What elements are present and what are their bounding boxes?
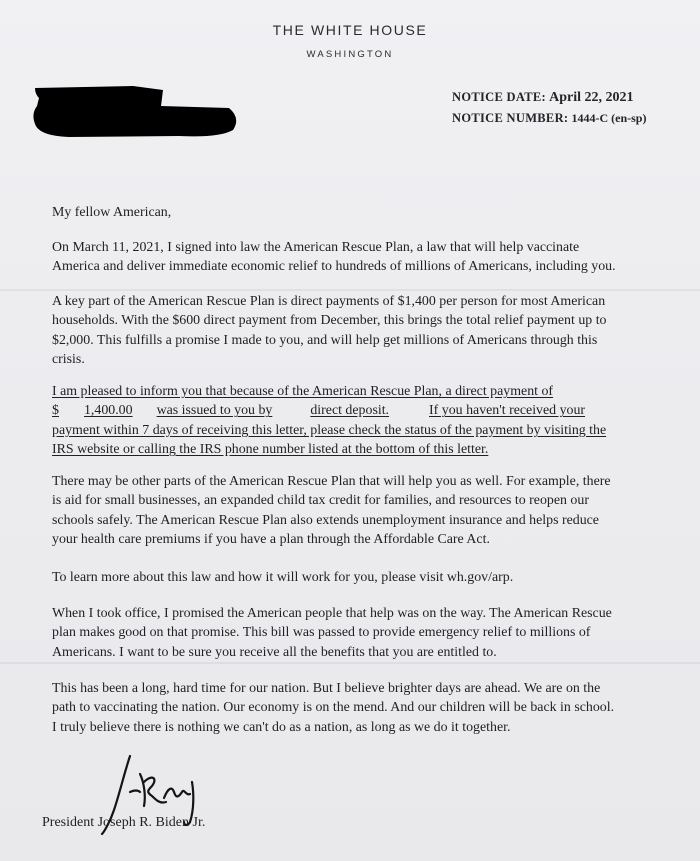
redaction-block [29,84,241,138]
notice-date-value: April 22, 2021 [549,90,634,105]
payment-method: direct deposit. [310,403,390,419]
paragraph-line: Americans. I want to be sure you receive all the benefits that you are entitled to. [52,644,497,660]
notice-number-label: NOTICE NUMBER: [452,111,569,125]
payment-line-4: IRS website or calling the IRS phone number listed at the bottom of this letter. [52,442,489,458]
notice-number-value: 1444-C (en-sp) [571,111,647,125]
paragraph-line: your health care premiums if you have a plan through the Affordable Care Act. [52,532,490,548]
notice-number-row [452,108,646,128]
letterhead-title: THE WHITE HOUSE [272,22,428,38]
paragraph-line: schools safely. The American Rescue Plan also extends unemployment insurance and helps reduce [52,512,599,528]
greeting-text: My fellow American, [52,205,172,220]
paragraph-6 [52,604,662,662]
paragraph-line: plan makes good on that promise. This bill was passed to provide emergency relief to millions of [52,625,591,641]
payment-amount: 1,400.00 [83,403,133,419]
paragraph-line: There may be other parts of the American Rescue Plan that will help you as well. For example, there [52,474,611,489]
paragraph-4 [52,472,662,550]
paper-fold-line [0,662,700,664]
paragraph-line: This has been a long, hard time for our nation. But I believe brighter days are ahead. We are on the [52,681,601,696]
paragraph-line: To learn more about this law and how it will work for you, please visit wh.gov/arp. [52,570,514,585]
paragraph-line: I truly believe there is nothing we can't do as a nation, as long as we do it together. [52,719,511,735]
notice-date-row [452,87,646,108]
payment-paragraph [52,382,662,460]
paragraph-line: households. With the $600 direct payment from December, this brings the total relief payment up to [52,313,607,329]
payment-line-2-tail: If you haven't received your [429,403,586,419]
signature-caption: President Joseph R. Biden Jr. [42,815,206,830]
greeting [52,203,662,222]
paragraph-1 [52,238,662,277]
payment-issued-text: was issued to you by [156,403,273,419]
paragraph-line: When I took office, I promised the American people that help was on the way. The American Rescue [52,606,612,621]
paragraph-line: $2,000. This fulfills a promise I made to you, and will help get millions of Americans through this [52,332,598,348]
paragraph-2 [52,292,662,370]
paragraph-line: On March 11, 2021, I signed into law the American Rescue Plan, a law that will help vaccinate [52,240,580,255]
paper-fold-line [0,289,700,291]
paragraph-7 [52,679,662,737]
payment-line-2 [52,401,662,420]
paragraph-line: A key part of the American Rescue Plan is direct payments of $1,400 per person for most American [52,294,606,309]
paragraph-line: path to vaccinating the nation. Our economy is on the mend. And our children will be back in school. [52,700,615,716]
paragraph-line: is aid for small businesses, an expanded child tax credit for families, and resources to reopen our [52,493,589,509]
paragraph-5 [52,568,662,587]
payment-currency: $ [52,403,59,419]
paragraph-line: crisis. [52,352,85,368]
payment-line-3: payment within 7 days of receiving this letter, please check the status of the payment by visiting the [52,422,607,438]
notice-block [452,87,646,128]
letterhead-subtitle: WASHINGTON [306,49,394,60]
payment-line-1: I am pleased to inform you that because of the American Rescue Plan, a direct payment of [52,384,554,399]
notice-date-label: NOTICE DATE: [452,90,547,104]
paragraph-line: America and deliver immediate economic relief to hundreds of millions of Americans, including you. [52,259,616,275]
